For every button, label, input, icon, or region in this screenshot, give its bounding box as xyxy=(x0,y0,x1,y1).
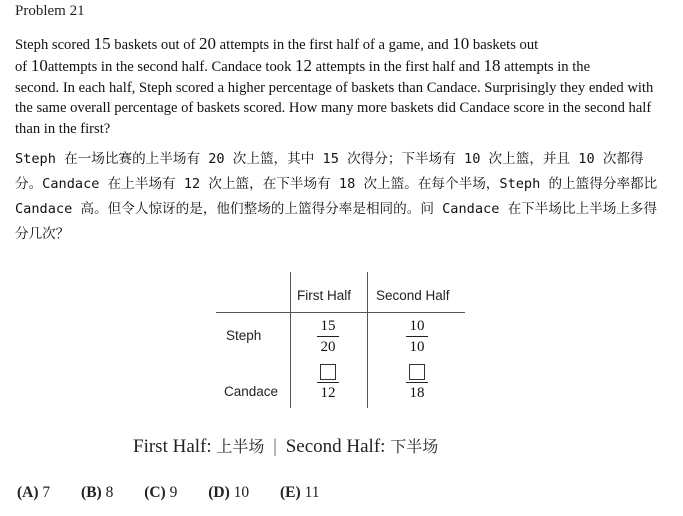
statement-text: baskets out xyxy=(469,37,539,53)
choice-a[interactable] xyxy=(17,484,50,502)
blank-box xyxy=(320,364,336,380)
table-divider xyxy=(367,272,368,408)
candace-second-half-fraction xyxy=(402,364,432,401)
statement-text: attempts in the first half and xyxy=(312,58,484,75)
statement-text: Steph scored xyxy=(15,37,94,53)
choice-value: 7 xyxy=(42,484,51,501)
legend-first-cn: 上半场 xyxy=(216,437,265,456)
choice-d[interactable] xyxy=(208,484,249,502)
choice-b[interactable] xyxy=(81,484,113,502)
answer-choices xyxy=(17,484,347,502)
legend-second-label: Second Half: xyxy=(285,436,386,457)
header-first-half: First Half xyxy=(297,288,351,303)
legend-second-cn: 下半场 xyxy=(390,437,439,456)
statement-number: 15 xyxy=(93,34,111,53)
choice-letter: (B) xyxy=(81,484,102,501)
statement-number: 18 xyxy=(483,55,501,75)
table-divider xyxy=(290,272,291,408)
row-label-steph: Steph xyxy=(226,328,262,343)
choice-letter: (A) xyxy=(17,484,39,501)
problem-statement-english xyxy=(15,34,665,140)
fraction-numerator: 10 xyxy=(409,318,425,334)
choice-value: 11 xyxy=(304,484,320,501)
blank-box xyxy=(409,364,425,380)
fraction-denominator: 12 xyxy=(320,385,336,401)
statement-text: of xyxy=(15,58,31,75)
statement-number: 10 xyxy=(30,55,48,75)
statement-text: second. In each half, Steph scored a higher percentage of baskets than Candace. Surprisingly they ended with the same overall percentage of baskets scored. How many more baskets did Candace score in the second half than in the first? xyxy=(15,79,654,138)
header-second-half: Second Half xyxy=(376,288,450,303)
table-divider xyxy=(216,312,465,313)
choice-value: 9 xyxy=(169,484,178,501)
legend-separator: | xyxy=(273,436,277,457)
statement-number: 12 xyxy=(295,55,313,75)
steph-first-half-fraction xyxy=(313,318,343,355)
statement-text: baskets out of xyxy=(110,37,200,53)
fraction-bar xyxy=(406,336,428,337)
fraction-denominator: 10 xyxy=(409,339,425,355)
choice-letter: (C) xyxy=(144,484,166,501)
legend-first-label: First Half: xyxy=(133,436,212,457)
statement-text: attempts in the first half of a game, and xyxy=(216,37,453,53)
statement-number: 10 xyxy=(452,34,470,53)
choice-letter: (E) xyxy=(280,484,301,501)
statement-number: 20 xyxy=(199,34,217,53)
problem-title: Problem 21 xyxy=(15,3,85,19)
statement-text: attempts in the second half. Candace took xyxy=(47,58,296,75)
choice-e[interactable] xyxy=(280,484,319,502)
choice-c[interactable] xyxy=(144,484,177,502)
fraction-numerator: 15 xyxy=(320,318,336,334)
statement-text: attempts in the xyxy=(500,58,591,75)
fraction-bar xyxy=(317,382,339,383)
problem-statement-chinese: Steph 在一场比赛的上半场有 20 次上篮，其中 15 次得分；下半场有 10 次上篮，并且 10 次都得分。Candace 在上半场有 12 次上篮，在下半场有 18 次上篮。在每个半场，Steph 的上篮得分率都比 Candace 高。但令人惊讶的是，他们整场的上篮得分率是相同的。问 Candace 在下半场比上半场上多得分几次？ xyxy=(15,151,658,242)
row-label-candace: Candace xyxy=(224,384,279,399)
choice-letter: (D) xyxy=(208,484,230,501)
fraction-bar xyxy=(317,336,339,337)
half-translation-legend xyxy=(133,434,438,458)
fraction-denominator: 18 xyxy=(409,385,425,401)
candace-first-half-fraction xyxy=(313,364,343,401)
choice-value: 8 xyxy=(105,484,114,501)
fraction-bar xyxy=(406,382,428,383)
steph-second-half-fraction xyxy=(402,318,432,355)
basket-table xyxy=(216,272,466,412)
choice-value: 10 xyxy=(233,484,250,501)
fraction-denominator: 20 xyxy=(320,339,336,355)
